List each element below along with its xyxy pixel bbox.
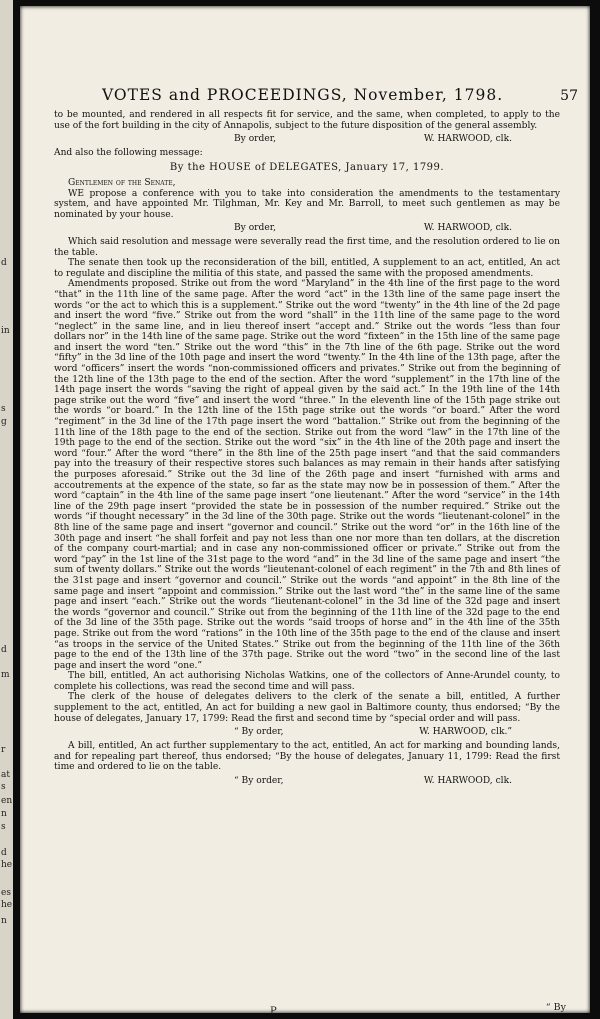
margin-fragment: n	[1, 809, 7, 819]
page-title: VOTES and PROCEEDINGS, November, 1798.	[102, 86, 504, 104]
margin-fragment: s	[1, 404, 6, 414]
catchword: “ By	[545, 1002, 566, 1013]
margin-fragment: he	[1, 900, 13, 910]
paragraph-clerk: The clerk of the house of delegates delivers to the clerk of the senate a bill, entitled, A further supplement to the act, entitled, An act for building a new gaol in Baltimore county, thus endorsed; “By the house of delegates, January 17, 1799: Read the first and second time by “special order and will pass.	[54, 692, 560, 724]
paragraph-bill: A bill, entitled, An act further supplementary to the act, entitled, An act for marking and bounding lands, and for repealing part thereof, thus endorsed; “By the house of delegates, January 11, 1799: Read the first time and ordered to lie on the table.	[54, 741, 560, 773]
margin-fragment: g	[1, 417, 7, 427]
margin-fragment: d	[1, 258, 7, 268]
margin-fragment: he	[1, 860, 13, 870]
body-text	[54, 110, 560, 790]
signature-block	[54, 727, 560, 738]
clerk-name: W. HARWOOD, clk.	[423, 134, 512, 145]
margin-fragment: in	[1, 326, 10, 336]
by-order: “ By order,	[234, 776, 284, 787]
paragraph-resolution: Which said resolution and message were severally read the first time, and the resolution ordered to lie on the table.	[54, 236, 560, 258]
margin-fragment: d	[1, 645, 7, 655]
left-page-margin	[0, 0, 13, 1019]
house-header: By the HOUSE of DELEGATES, January 17, 1799.	[169, 162, 445, 174]
by-order: “ By order,	[234, 727, 284, 738]
signature-mark: P	[270, 1006, 277, 1017]
paragraph-proposal: WE propose a conference with you to take into consideration the amendments to the testamentary system, and have appointed Mr. Tilghman, Mr. Key and Mr. Barroll, to meet such gentlemen as may be nominated by your house.	[54, 188, 560, 220]
margin-fragment: at	[1, 770, 10, 780]
margin-fragment: r	[1, 745, 6, 755]
clerk-name: W. HARWOOD, clk.	[423, 223, 512, 234]
document-page	[20, 6, 590, 1017]
margin-fragment: en	[1, 796, 13, 806]
paragraph-intro: to be mounted, and rendered in all respects fit for service, and the same, when completed, to apply to the use of the fort building in the city of Annapolis, subject to the future disposition of the general assembly.	[54, 110, 560, 131]
salutation: Gentlemen of the Senate,	[68, 177, 176, 188]
running-head	[20, 86, 590, 108]
margin-fragment: m	[1, 670, 10, 680]
margin-fragment: d	[1, 848, 7, 858]
clerk-name: W. HARWOOD, clk.	[423, 776, 512, 787]
paragraph-watkins: The bill, entitled, An act authorising Nicholas Watkins, one of the collectors of Anne-Arundel county, to complete his collections, was read the second time and will pass.	[54, 671, 560, 692]
margin-fragment: s	[1, 822, 6, 832]
paragraph-amendments: Amendments proposed. Strike out from the word “Maryland” in the 4th line of the first page to the word “that” in the 11th line of the same page. After the word “act” in the 13th line of the same page insert the words “or the act to which this is a supplement.” Strike out the word “twenty” in the 4th line of the 2d page and insert the word “five.” Strike out from the word “shall” in the 11th line of the same page to the word “neglect” in the same line, and in lieu thereof insert “accept and.” Strike out the words “less than four dollars nor” in the 14th line of the same page. Strike out the word “fixteen” in the 15th line of the same page and insert the word “ten.” Strike out the word “this” in the 7th line of the 6th page. Strike out the word “fifty” in the 3d line of the 10th page and insert the word “twenty.” In the 4th line of the 13th page, after the word “officers” insert the words “non-commissioned officers and privates.” Strike out from the beginning of the 12th line of the 13th page to the end of the section. After the word “supplement” in the 17th line of the 14th page insert the words “saving the right of appeal given by the said act.” In the 19th line of the 14th page strike out the word “five” and insert the word “three.” In the eleventh line of the 15th page strike out the words “or board.” In the 12th line of the 15th page strike out the words “or board.” After the word “regiment” in the 3d line of the 17th page insert the word “battalion.” Strike out from the beginning of the 11th line of the 18th page to the end of the section. Strike out from the word “law” in the 17th line of the 19th page to the end of the section. Strike out the word “six” in the 4th line of the 20th page and insert the word “four.” After the word “there” in the 8th line of the 25th page insert “and that the said commanders pay into the treasury of their respective stores such balances as may remain in their hands after satisfying the purposes aforesaid.” Strike out the 3d line of the 26th page and insert “furnished with arms and accoutrements at the expence of the state, so far as the state may now be in possession of them.” After the word “captain” in the 4th line of the same page insert “one lieutenant.” After the word “service” in the 14th line of the 29th page insert “provided the state be in possession of the number required.” Strike out the words “if thought necessary” in the 3d line of the 30th page. Strike out the words “lieutenant-colonel” in the 8th line of the same page and insert “governor and council.” Strike out the word “or” in the 16th line of the 30th page and insert “he shall forfeit and pay not less than one nor more than ten dollars, at the discretion of the company court-martial; and in case any non-commissioned officer or private.” Strike out from the word “pay” in the 1st line of the 31st page to the word “and” in the 3d line of the same page and insert “the sum of twenty dollars.” Strike out the words “lieutenant-colonel of each regiment” in the 7th and 8th lines of the 31st page and insert “governor and council.” Strike out the words “and appoint” in the 8th line of the same page and insert “appoint and commission.” Strike out the last word “the” in the same line of the same page and insert “each.” Strike out the words “lieutenant-colonel” in the 3d line of the 32d page and insert the words “governor and council.” Strike out from the beginning of the 11th line of the 32d page to the end of the 3d line of the 35th page. Strike out the words “said troops of horse and” in the 4th line of the 35th page. Strike out from the word “rations” in the 10th line of the 35th page to the end of the clause and insert “as troops in the service of the United States.” Strike out from the beginning of the 11th line of the 36th page to the end of the 13th line of the 37th page. Strike out the word “two” in the second line of the last page and insert the word “one.”	[54, 279, 560, 671]
margin-fragment: es	[1, 888, 11, 898]
margin-fragment: s	[1, 782, 6, 792]
signature-block	[54, 134, 560, 145]
message-intro: And also the following message:	[54, 147, 203, 158]
by-order: By order,	[234, 134, 276, 145]
signature-block	[54, 223, 560, 234]
paragraph-senate: The senate then took up the reconsideration of the bill, entitled, A supplement to an act, entitled, An act to regulate and discipline the militia of this state, and passed the same with the proposed amendments.	[54, 258, 560, 279]
by-order: By order,	[234, 223, 276, 234]
signature-block	[54, 776, 560, 787]
clerk-name: W. HARWOOD, clk.”	[419, 727, 512, 738]
page-number: 57	[560, 88, 578, 104]
margin-fragment: n	[1, 916, 7, 926]
